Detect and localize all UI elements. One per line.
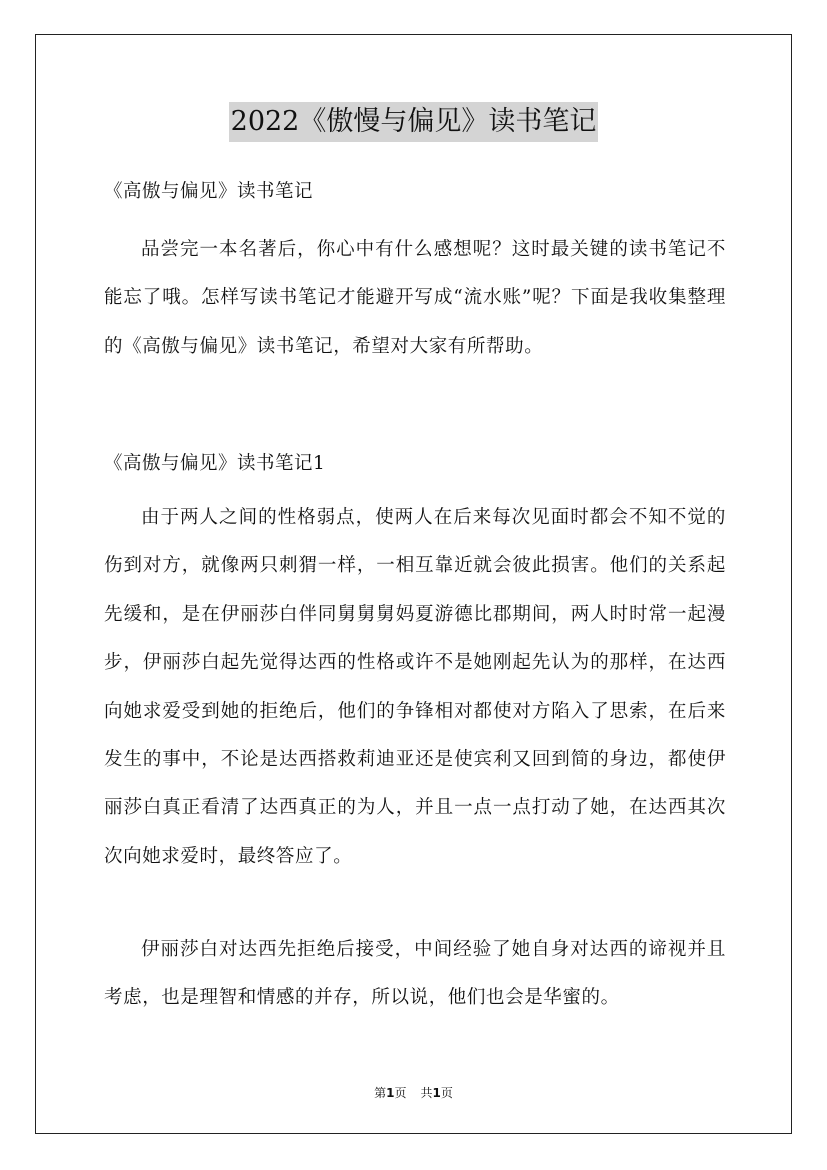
page-number: 1 xyxy=(386,1086,395,1100)
section1-paragraph-2: 伊丽莎白对达西先拒绝后接受，中间经验了她自身对达西的谛视并且考虑，也是理智和情感的并存，所以说，他们也会是华蜜的。 xyxy=(104,939,726,1009)
total-label-suffix: 页 xyxy=(440,1086,453,1100)
intro-heading: 《高傲与偏见》读书笔记 xyxy=(104,181,314,202)
total-label-prefix: 共 xyxy=(420,1086,433,1100)
page-label-suffix: 页 xyxy=(394,1086,407,1100)
title-container xyxy=(0,102,827,142)
page-footer xyxy=(0,1085,827,1101)
document-title: 2022《傲慢与偏见》读书笔记 xyxy=(229,102,599,142)
intro-paragraph: 品尝完一本名著后，你心中有什么感想呢？这时最关键的读书笔记不能忘了哦。怎样写读书笔记才能避开写成“流水账”呢？下面是我收集整理的《高傲与偏见》读书笔记，希望对大家有所帮助。 xyxy=(104,239,726,357)
page-label-prefix: 第 xyxy=(374,1086,387,1100)
section1-paragraph-1: 由于两人之间的性格弱点，使两人在后来每次见面时都会不知不觉的伤到对方，就像两只刺猬一样，一相互靠近就会彼此损害。他们的关系起先缓和，是在伊丽莎白伴同舅舅舅妈夏游德比郡期间，两人时时常一起漫步，伊丽莎白起先觉得达西的性格或许不是她刚起先认为的那样，在达西向她求爱受到她的拒绝后，他们的争锋相对都使对方陷入了思索，在后来发生的事中，不论是达西搭救莉迪亚还是使宾利又回到简的身边，都使伊丽莎白真正看清了达西真正的为人，并且一点一点打动了她，在达西其次次向她求爱时，最终答应了。 xyxy=(104,507,726,867)
total-pages: 1 xyxy=(432,1086,441,1100)
section1-heading: 《高傲与偏见》读书笔记1 xyxy=(104,453,326,474)
